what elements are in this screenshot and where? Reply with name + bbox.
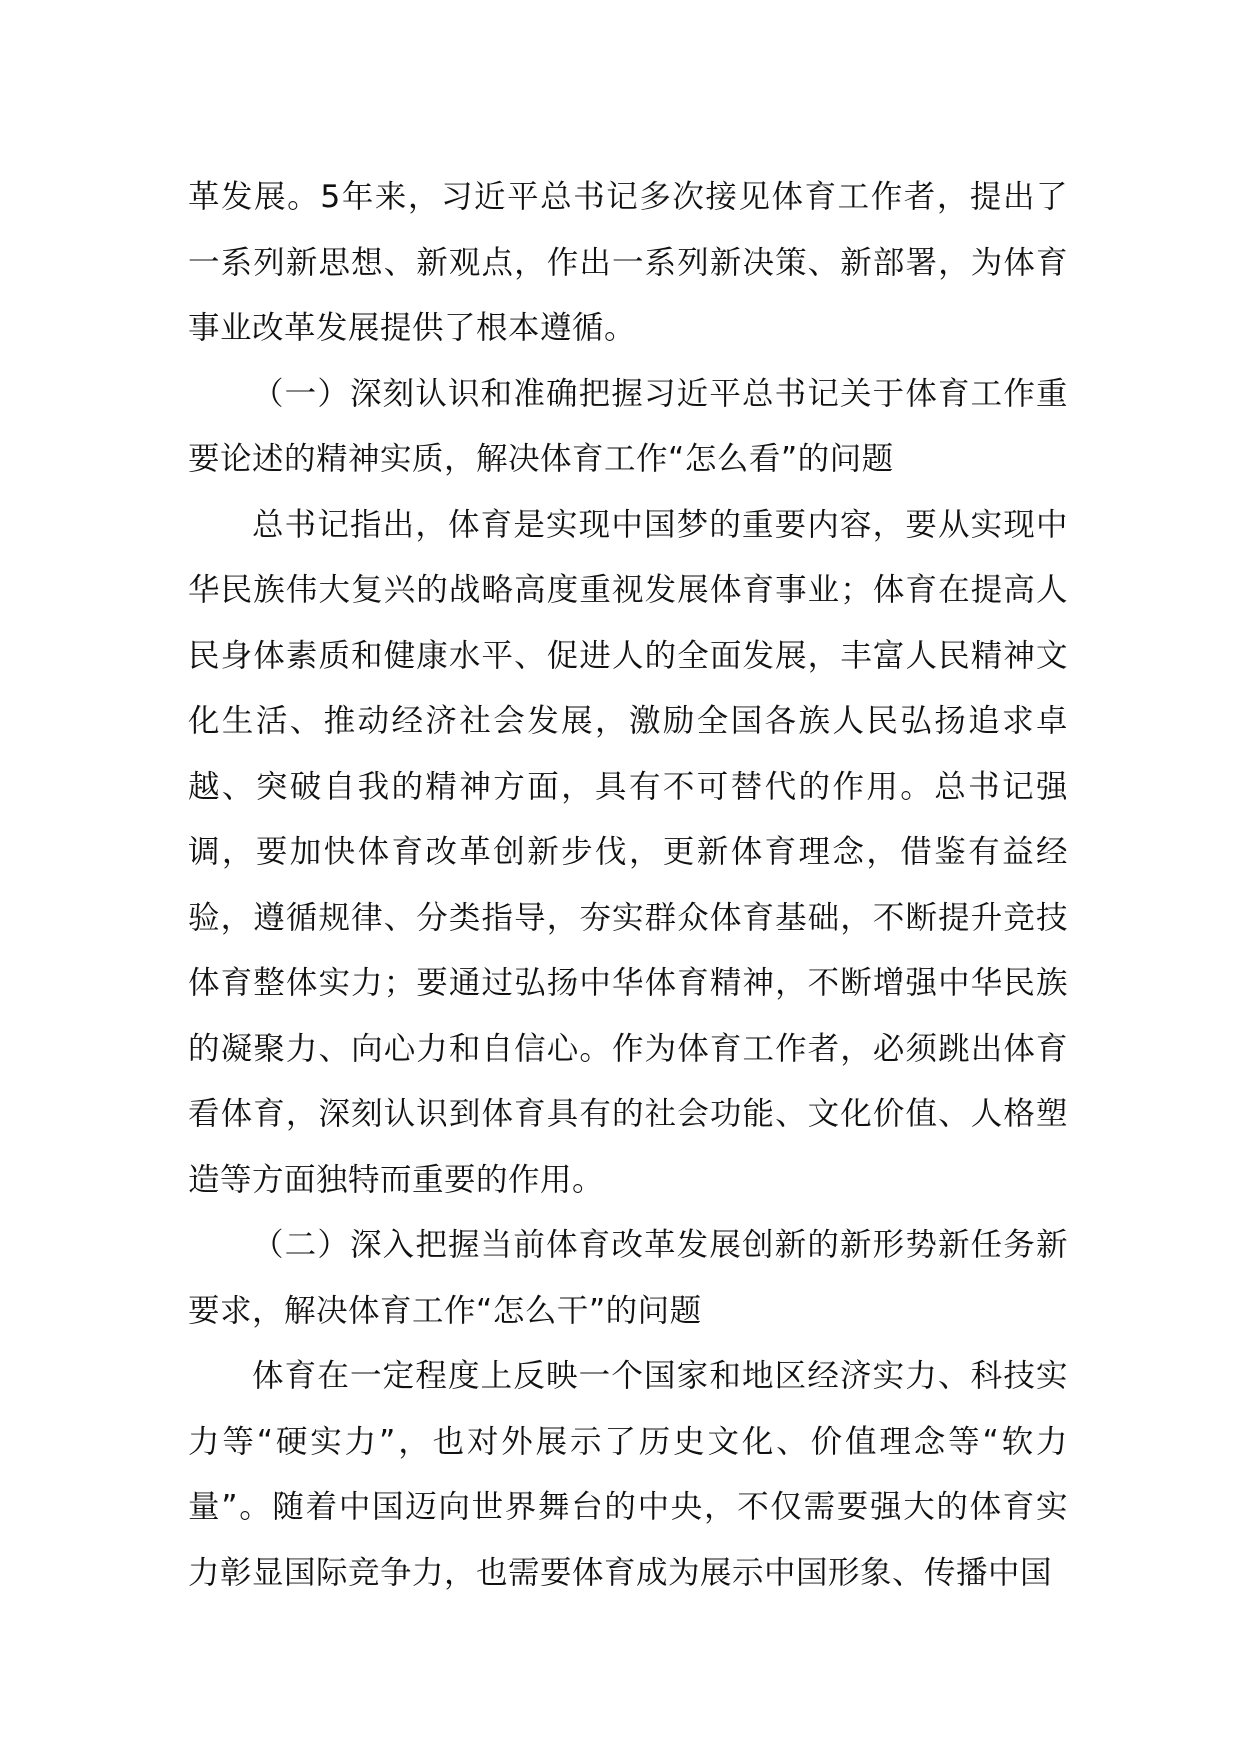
- section-heading-2: （二）深入把握当前体育改革发展创新的新形势新任务新要求，解决体育工作“怎么干”的问题: [188, 1227, 1068, 1329]
- section-heading-1: （一）深刻认识和准确把握习近平总书记关于体育工作重要论述的精神实质，解决体育工作“怎么看”的问题: [188, 375, 1068, 477]
- paragraph-body-1: 总书记指出，体育是实现中国梦的重要内容，要从实现中华民族伟大复兴的战略高度重视发展体育事业；体育在提高人民身体素质和健康水平、促进人的全面发展，丰富人民精神文化生活、推动经济社会发展，激励全国各族人民弘扬追求卓越、突破自我的精神方面，具有不可替代的作用。总书记强调，要加快体育改革创新步伐，更新体育理念，借鉴有益经验，遵循规律、分类指导，夯实群众体育基础，不断提升竞技体育整体实力；要通过弘扬中华体育精神，不断增强中华民族的凝聚力、向心力和自信心。作为体育工作者，必须跳出体育看体育，深刻认识到体育具有的社会功能、文化价值、人格塑造等方面独特而重要的作用。: [188, 506, 1068, 1198]
- paragraph-body-2: 体育在一定程度上反映一个国家和地区经济实力、科技实力等“硬实力”，也对外展示了历史文化、价值理念等“软力量”。随着中国迈向世界舞台的中央，不仅需要强大的体育实力彰显国际竞争力，也需要体育成为展示中国形象、传播中国: [188, 1358, 1068, 1591]
- paragraph-continuation: 革发展。5年来，习近平总书记多次接见体育工作者，提出了一系列新思想、新观点，作出一系列新决策、新部署，为体育事业改革发展提供了根本遵循。: [188, 179, 1068, 346]
- document-body: [188, 165, 1068, 1606]
